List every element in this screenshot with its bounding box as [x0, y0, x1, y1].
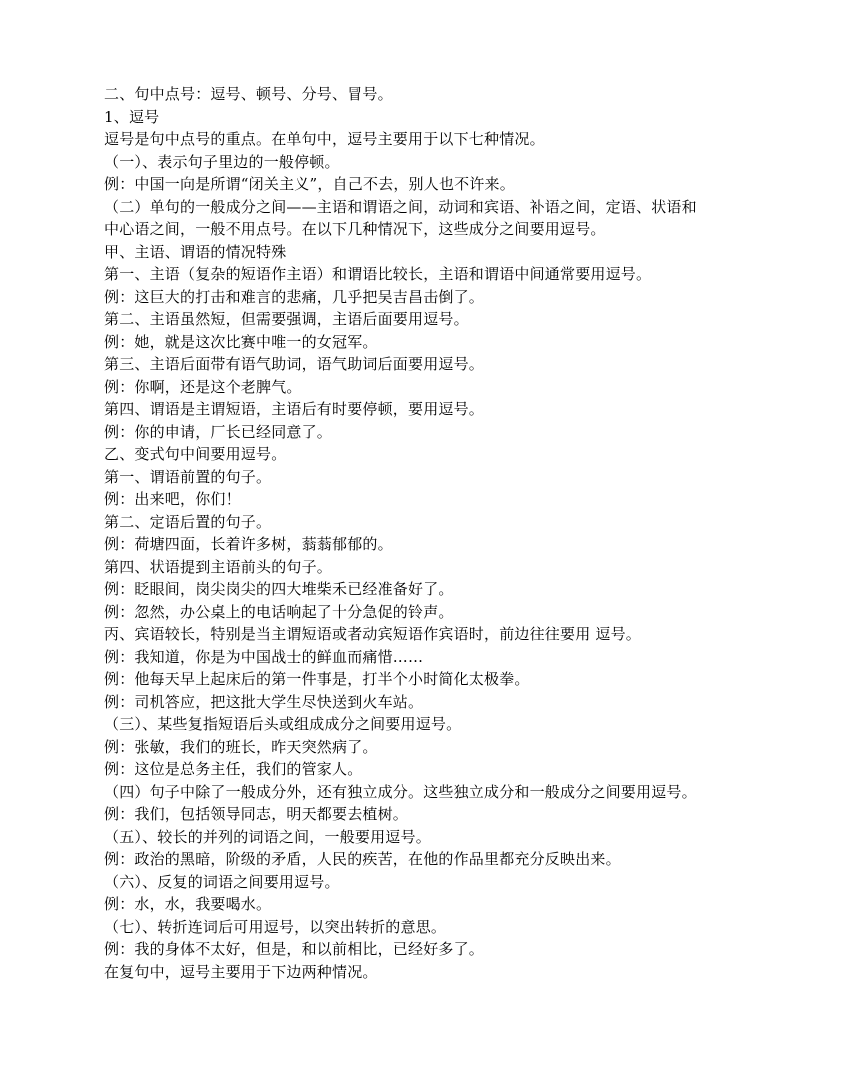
example-line: 例：这巨大的打击和难言的悲痛，几乎把吴吉昌击倒了。 — [104, 287, 485, 306]
category-heading: 乙、变式句中间要用逗号。 — [104, 445, 287, 463]
text-line: 第二、定语后置的句子。 — [104, 512, 272, 531]
section-heading: 二、句中点号：逗号、顿号、分号、冒号。 — [104, 85, 393, 103]
rule-heading: （七）、转折连词后可用逗号，以突出转折的意思。 — [104, 917, 447, 936]
example-line: 例：政治的黑暗，阶级的矛盾，人民的疾苦，在他的作品里都充分反映出来。 — [104, 850, 621, 868]
text-line: 在复句中，逗号主要用于下边两种情况。 — [104, 962, 378, 981]
rule-heading: （一）、表示句子里边的一般停顿。 — [104, 152, 340, 171]
example-line: 例：我的身体不太好，但是，和以前相比，已经好多了。 — [104, 940, 485, 958]
example-line: 例：忽然，办公桌上的电话响起了十分急促的铃声。 — [104, 602, 454, 621]
example-line: 例：张敏，我们的班长，昨天突然病了。 — [104, 737, 378, 756]
document-body — [104, 83, 784, 983]
example-line: 例：他每天早上起床后的第一件事是，打半个小时简化太极拳。 — [104, 670, 530, 688]
text-line: 第二、主语虽然短，但需要强调，主语后面要用逗号。 — [104, 310, 469, 328]
example-line: 例：司机答应，把这批大学生尽快送到火车站。 — [104, 692, 424, 711]
text-line: 第一、谓语前置的句子。 — [104, 467, 272, 486]
example-line: 例：你啊，还是这个老脾气。 — [104, 377, 302, 396]
text-line: 第四、谓语是主谓短语，主语后有时要停顿，要用逗号。 — [104, 400, 485, 418]
example-line: 例：中国一向是所谓“闭关主义”，自己不去，别人也不许来。 — [104, 175, 515, 193]
text-line: 第四、状语提到主语前头的句子。 — [104, 557, 333, 576]
example-line: 例：我们，包括领导同志，明天都要去植树。 — [104, 805, 409, 823]
rule-heading: （三）、某些复指短语后头或组成成分之间要用逗号。 — [104, 715, 462, 733]
example-line: 例：水，水，我要喝水。 — [104, 895, 272, 913]
category-heading: 丙、宾语较长，特别是当主谓短语或者动宾短语作宾语时，前边往往要用 逗号。 — [104, 625, 641, 643]
rule-heading: （二）单句的一般成分之间——主语和谓语之间，动词和宾语、补语之间，定语、状语和 — [104, 197, 697, 216]
example-line: 例：荷塘四面，长着许多树，蓊蓊郁郁的。 — [104, 535, 393, 553]
example-line: 例：她，就是这次比赛中唯一的女冠军。 — [104, 332, 378, 351]
example-line: 例：你的申请，厂长已经同意了。 — [104, 422, 333, 441]
example-line: 例：我知道，你是为中国战士的鲜血而痛惜…… — [104, 647, 424, 666]
text-line: 第三、主语后面带有语气助词，语气助词后面要用逗号。 — [104, 355, 485, 373]
rule-heading: （五）、较长的并列的词语之间，一般要用逗号。 — [104, 827, 431, 846]
example-line: 例：出来吧，你们！ — [104, 490, 241, 508]
subsection-heading: 1、逗号 — [104, 107, 160, 126]
text-line: 逗号是句中点号的重点。在单句中，逗号主要用于以下七种情况。 — [104, 130, 545, 148]
text-line: 中心语之间，一般不用点号。在以下几种情况下，这些成分之间要用逗号。 — [104, 220, 606, 238]
category-heading: 甲、主语、谓语的情况特殊 — [104, 242, 287, 261]
rule-heading: （六）、反复的词语之间要用逗号。 — [104, 872, 340, 891]
example-line: 例：眨眼间，岗尖岗尖的四大堆柴禾已经准备好了。 — [104, 580, 454, 598]
rule-heading: （四）句子中除了一般成分外，还有独立成分。这些独立成分和一般成分之间要用逗号。 — [104, 782, 697, 801]
text-line: 第一、主语（复杂的短语作主语）和谓语比较长，主语和谓语中间通常要用逗号。 — [104, 265, 652, 283]
example-line: 例：这位是总务主任，我们的管家人。 — [104, 760, 363, 778]
